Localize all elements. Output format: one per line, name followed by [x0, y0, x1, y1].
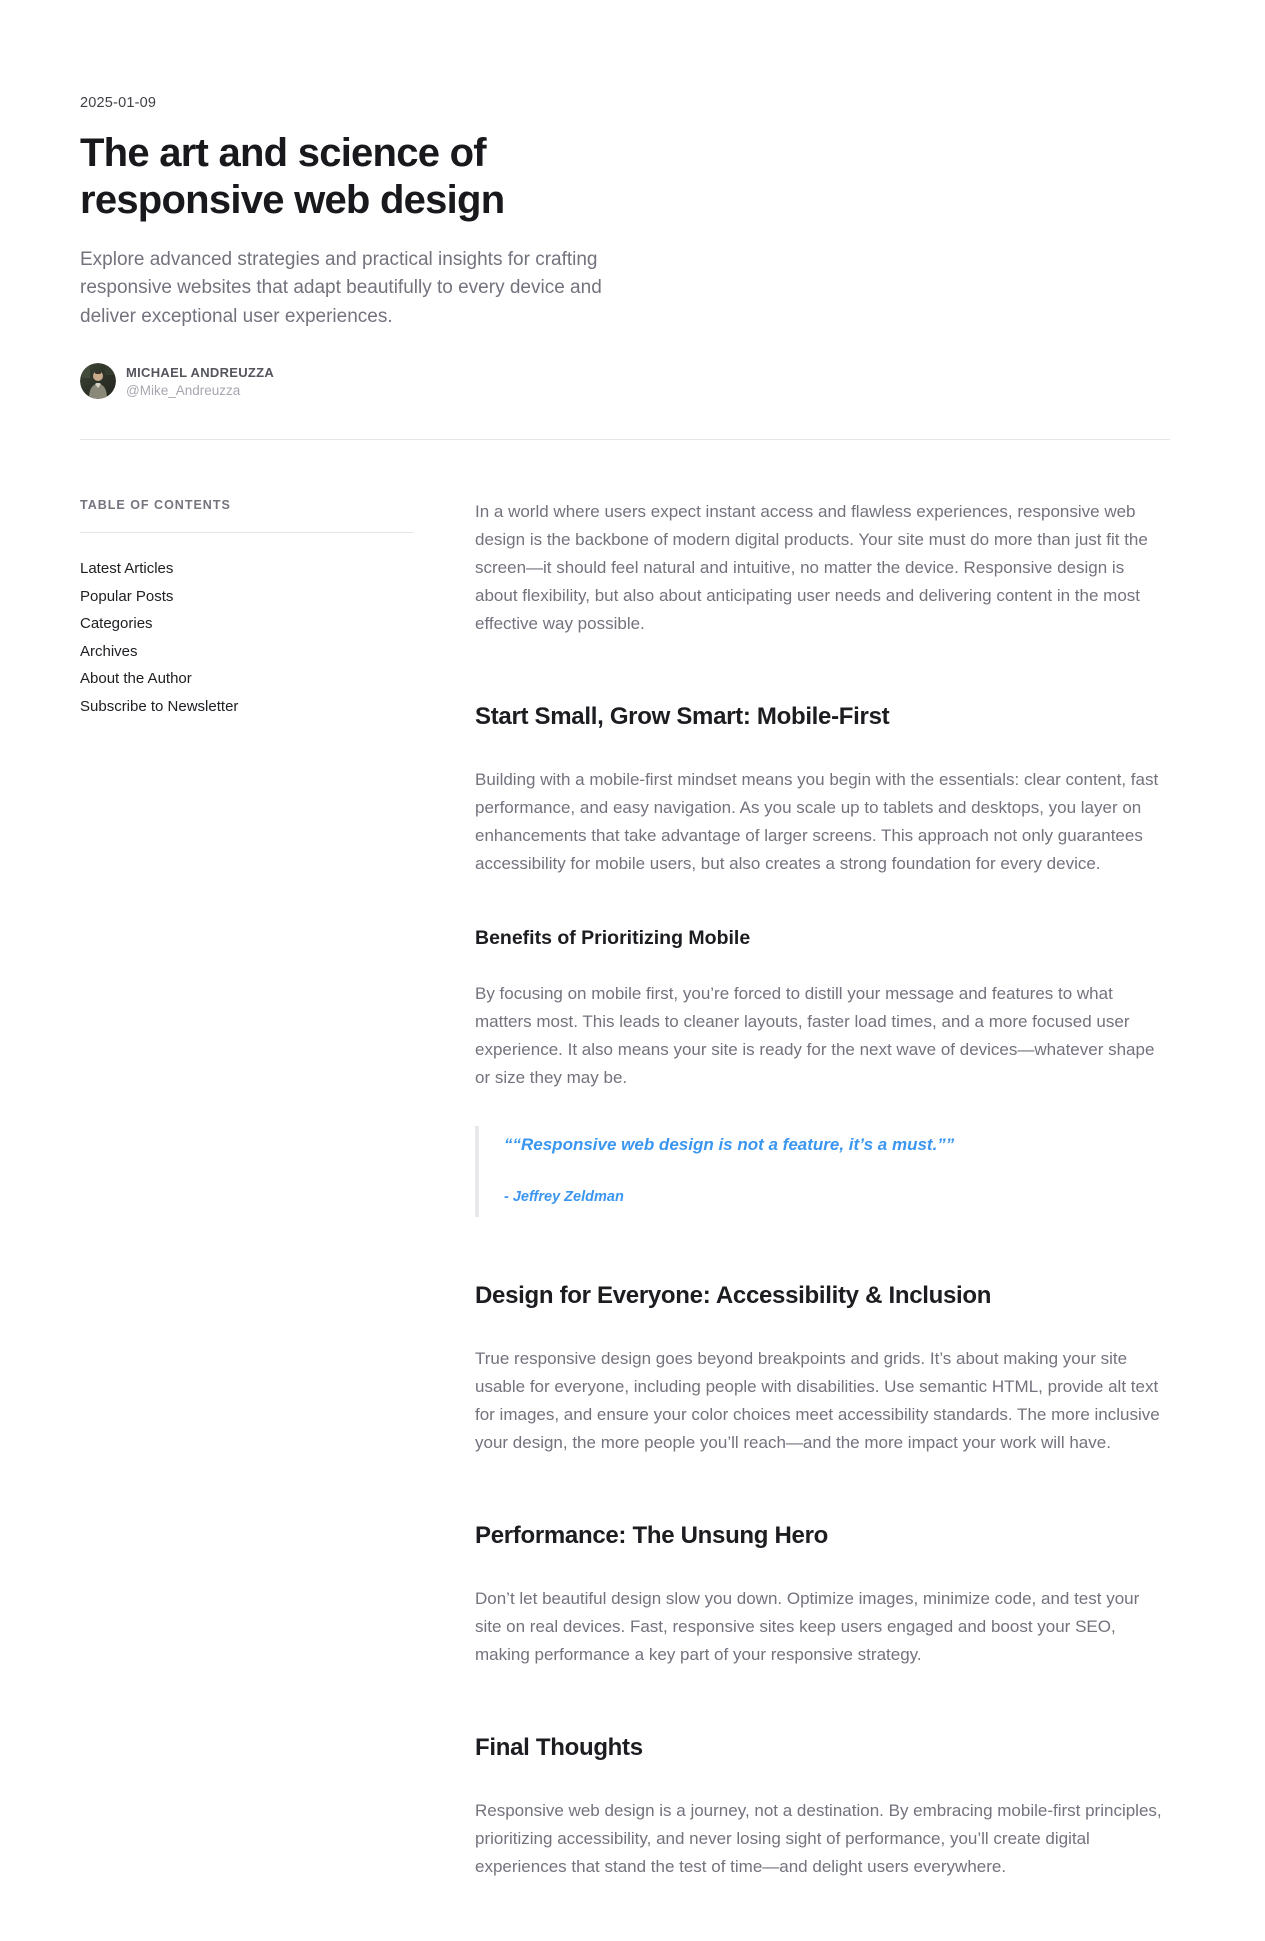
post-subtitle: Explore advanced strategies and practical insights for crafting responsive websites that adapt beautifully to every device and deliver exceptional user experiences.: [80, 248, 602, 327]
section-heading-final-thoughts: Final Thoughts: [475, 1734, 643, 1762]
section-paragraph: By focusing on mobile first, you’re forced to distill your message and features to what matters most. This leads to cleaner layouts, faster load times, and a more focused user experience. It also means your site is ready for the next wave of devices—whatever shape or size they may be.: [475, 983, 1155, 1087]
toc-item: [80, 693, 413, 721]
section-paragraph: True responsive design goes beyond breakpoints and grids. It’s about making your site usable for everyone, including people with disabilities. Use semantic HTML, provide alt text for images, and ensure your color choices meet accessibility standards. The more inclusive your design, the more people you’ll reach—and the more impact your work will have.: [475, 1349, 1160, 1453]
toc-item: [80, 555, 413, 583]
section-paragraph: Responsive web design is a journey, not a destination. By embracing mobile-first principles, prioritizing accessibility, and never losing sight of performance, you’ll create digital experiences that stand the test of time—and delight users everywhere.: [475, 1801, 1162, 1877]
post-title: The art and science of responsive web design: [80, 131, 505, 223]
author-avatar: [80, 363, 116, 399]
toc-item: [80, 638, 413, 666]
table-of-contents: [80, 498, 413, 720]
toc-item: [80, 665, 413, 693]
header-divider: [80, 439, 1170, 440]
content-layout: [80, 498, 1170, 1881]
section-heading-performance: Performance: The Unsung Hero: [475, 1522, 828, 1550]
author-name: MICHAEL ANDREUZZA: [126, 364, 275, 380]
toc-divider: [80, 532, 413, 533]
toc-link-latest-articles[interactable]: Latest Articles: [80, 560, 174, 578]
article-header: [80, 95, 1170, 440]
author-byline: [80, 363, 1170, 399]
toc-item: [80, 583, 413, 611]
section-heading-mobile-first: Start Small, Grow Smart: Mobile-First: [475, 703, 890, 731]
section-paragraph: Don’t let beautiful design slow you down. Optimize images, minimize code, and test your site on real devices. Fast, responsive sites keep users engaged and boost your SEO, making performance a key part of your responsive strategy.: [475, 1589, 1140, 1665]
subsection-heading-benefits: Benefits of Prioritizing Mobile: [475, 927, 751, 950]
toc-heading: TABLE OF CONTENTS: [80, 498, 231, 513]
toc-link-subscribe-newsletter[interactable]: Subscribe to Newsletter: [80, 697, 239, 715]
post-date: 2025-01-09: [80, 95, 157, 111]
pull-quote: [475, 1126, 1170, 1218]
toc-list: [80, 555, 413, 720]
toc-link-popular-posts[interactable]: Popular Posts: [80, 587, 174, 605]
toc-link-categories[interactable]: Categories: [80, 615, 153, 633]
article-body: [475, 498, 1170, 1881]
section-heading-accessibility: Design for Everyone: Accessibility & Inclusion: [475, 1282, 992, 1310]
quote-attribution: - Jeffrey Zeldman: [504, 1189, 624, 1206]
toc-link-about-the-author[interactable]: About the Author: [80, 670, 192, 688]
author-text: [126, 365, 274, 398]
section-paragraph: Building with a mobile-first mindset means you begin with the essentials: clear content, fast performance, and easy navigation. As you scale up to tablets and desktops, you layer on enhancements that take advantage of larger screens. This approach not only guarantees accessibility for mobile users, but also creates a strong foundation for every device.: [475, 770, 1159, 874]
author-handle: @Mike_Andreuzza: [126, 382, 241, 398]
quote-text: ““Responsive web design is not a feature, it’s a must.””: [504, 1134, 955, 1154]
toc-link-archives[interactable]: Archives: [80, 642, 138, 660]
intro-paragraph: In a world where users expect instant access and flawless experiences, responsive web design is the backbone of modern digital products. Your site must do more than just fit the screen—it should feel natural and intuitive, no matter the device. Responsive design is about flexibility, but also about anticipating user needs and delivering content in the most effective way possible.: [475, 502, 1148, 634]
toc-item: [80, 610, 413, 638]
